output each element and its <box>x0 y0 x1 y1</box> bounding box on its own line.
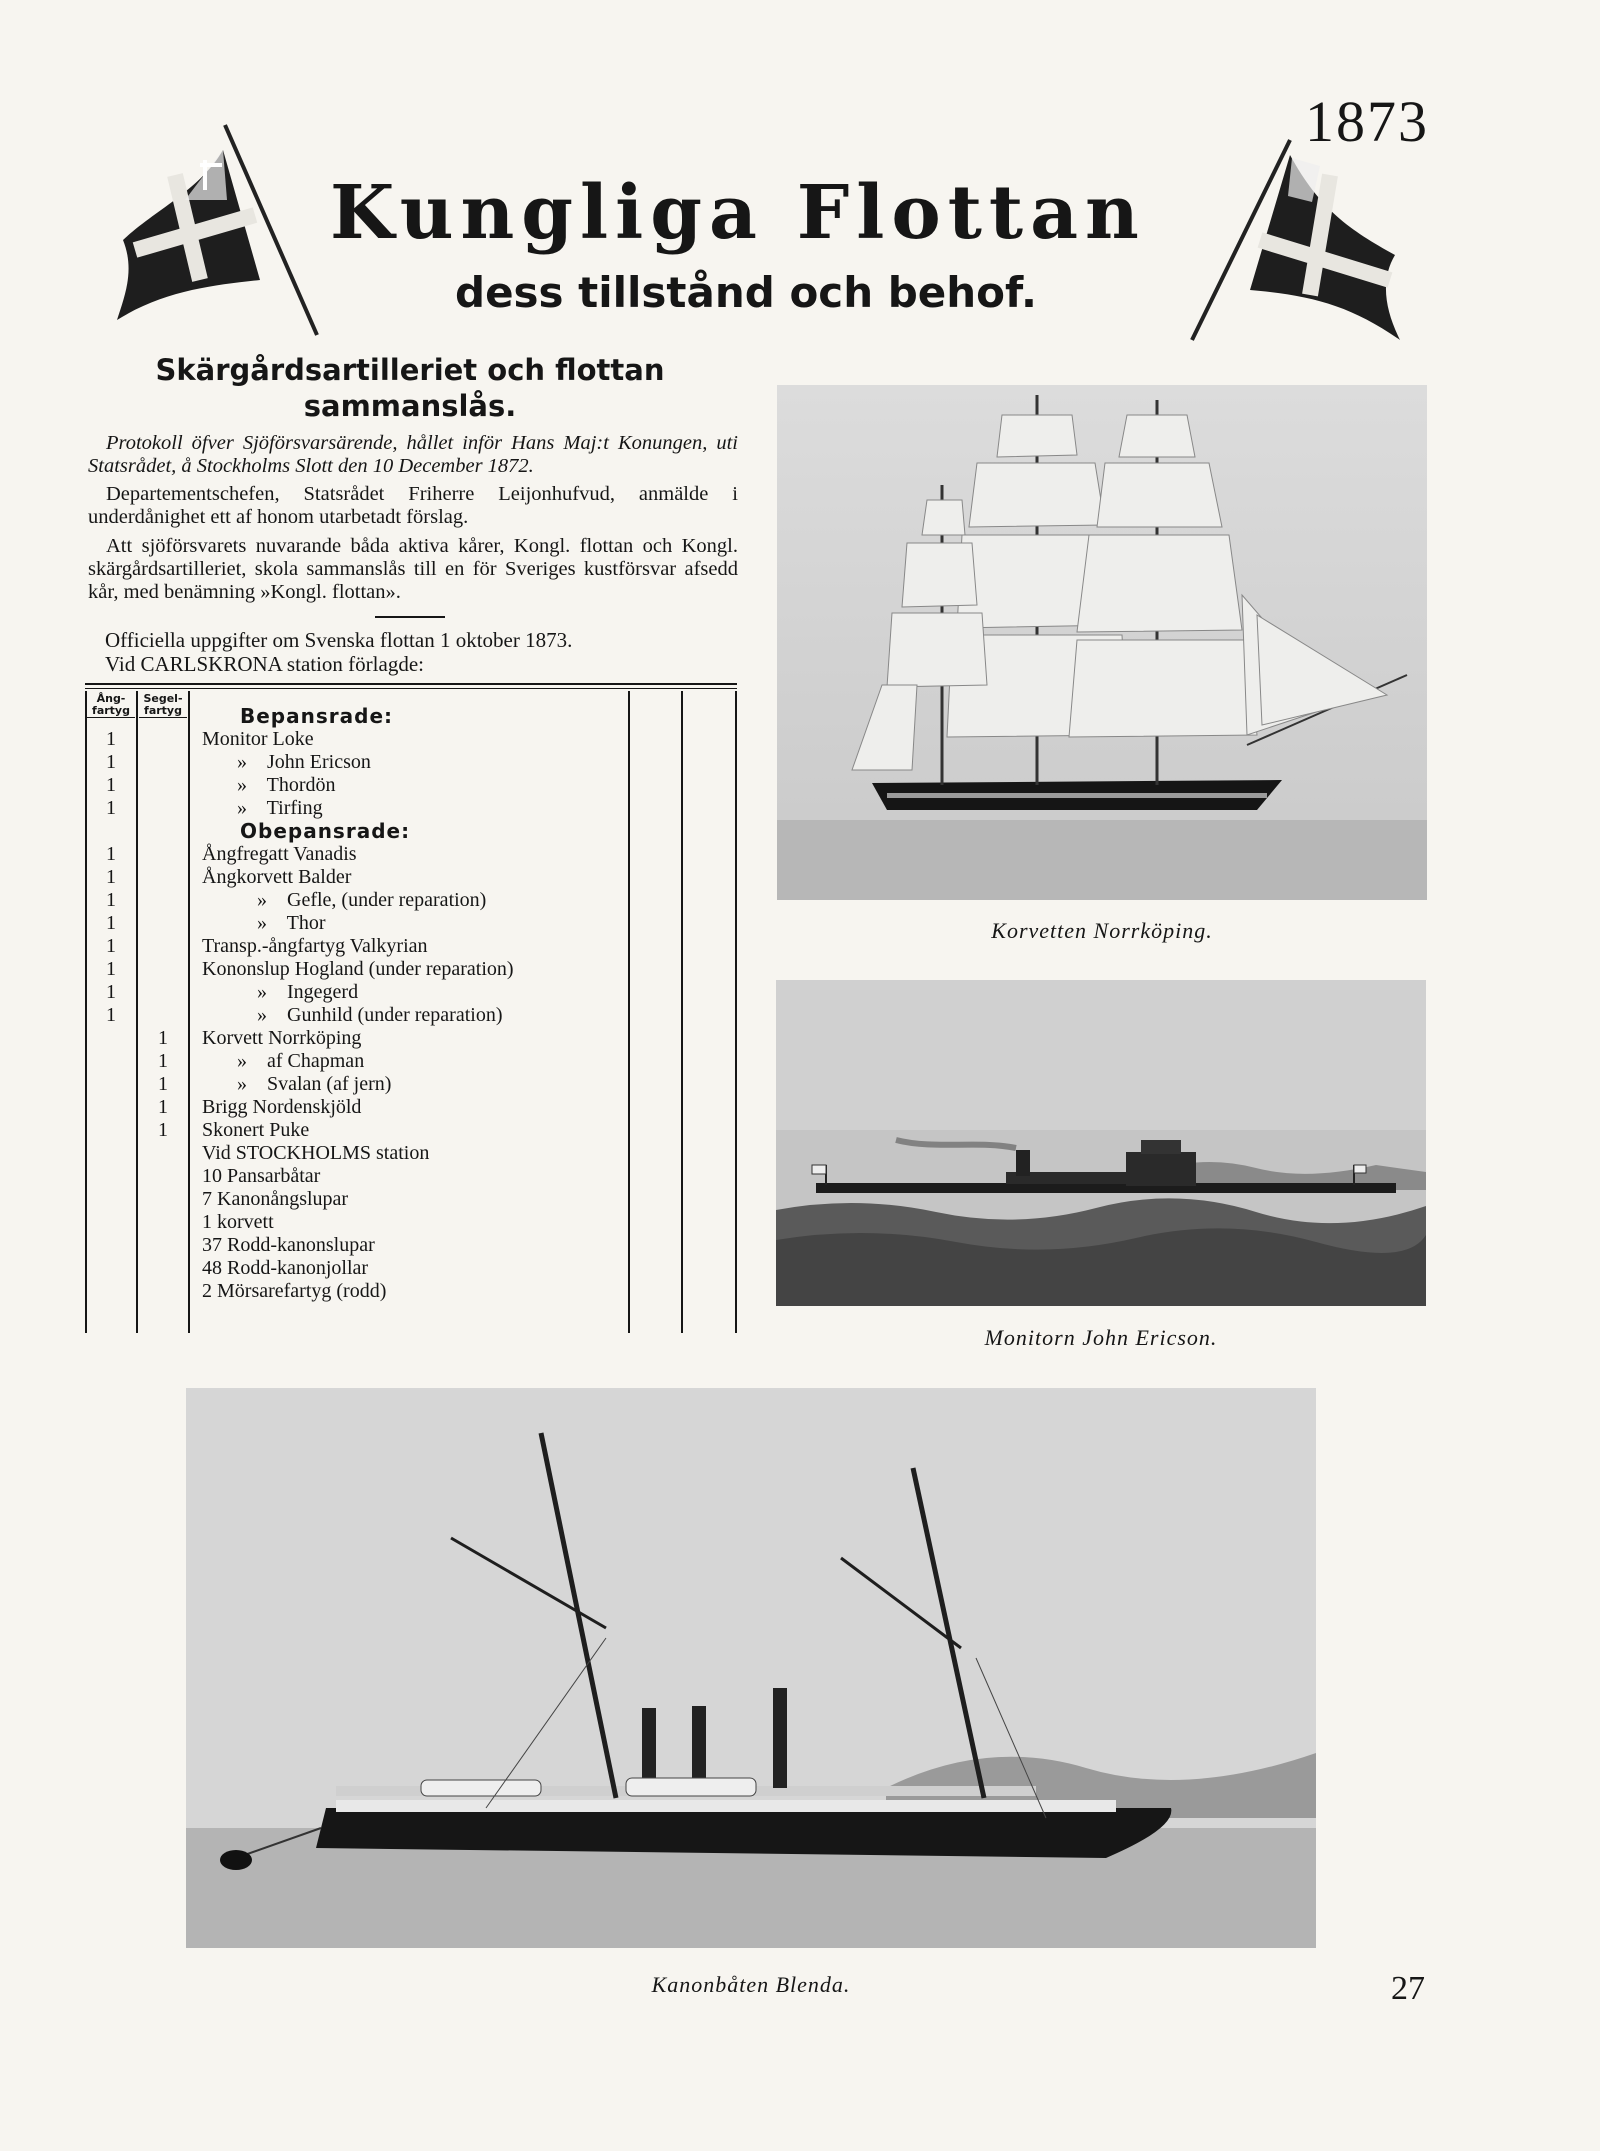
vessel-name-cell: 1 korvett <box>202 1211 274 1233</box>
vessel-name-cell: Bepansrade: <box>240 704 394 728</box>
section-heading-line2: sammanslås. <box>303 389 517 423</box>
table-section-heading <box>85 705 737 728</box>
table-row <box>85 728 737 751</box>
section-heading <box>100 352 720 424</box>
page-subtitle: dess tillstånd och behof. <box>455 268 1037 317</box>
steam-count-cell: 1 <box>106 981 116 1003</box>
steam-count-cell: 1 <box>106 889 116 911</box>
vessel-name-cell: 48 Rodd-kanonjollar <box>202 1257 369 1279</box>
right-flag-icon <box>1180 130 1410 360</box>
vessel-name-cell: 2 Mörsarefartyg (rodd) <box>202 1280 387 1302</box>
sail-count-cell: 1 <box>158 1119 168 1141</box>
table-section-heading <box>85 820 737 843</box>
table-row <box>85 1234 737 1257</box>
table-row <box>85 797 737 820</box>
vessel-name-cell: Korvett Norrköping <box>202 1027 362 1049</box>
steam-count-cell: 1 <box>106 958 116 980</box>
official-info <box>105 628 725 676</box>
table-row <box>85 866 737 889</box>
paragraph-1: Departementschefen, Statsrådet Friherre Leijonhufvud, anmälde i underdånighet ett af honom utarbetadt förslag. <box>88 483 738 528</box>
caption-korvetten-norrkoping: Korvetten Norrköping. <box>991 918 1213 943</box>
table-row <box>85 1096 737 1119</box>
vessel-name-cell: 7 Kanonångslupar <box>202 1188 349 1210</box>
table-row <box>85 1027 737 1050</box>
vessel-name-cell: Ångfregatt Vanadis <box>202 843 357 865</box>
sail-count-cell: 1 <box>158 1050 168 1072</box>
table-row <box>85 1142 737 1165</box>
col-header-steam: Ång- fartyg <box>87 693 135 718</box>
year-label: 1873 <box>1305 89 1429 154</box>
steam-count-cell: 1 <box>106 1004 116 1026</box>
body-text <box>88 483 738 604</box>
vessel-name-cell: » Tirfing <box>202 797 323 819</box>
photo-monitorn-john-ericson <box>776 980 1426 1306</box>
vessel-name-cell: » Gunhild (under reparation) <box>202 1004 503 1026</box>
table-row <box>85 1211 737 1234</box>
official-line-2: Vid CARLSKRONA station förlagde: <box>105 652 424 676</box>
steam-count-cell: 1 <box>106 774 116 796</box>
separator-rule <box>375 616 445 618</box>
vessel-name-cell: Transp.-ångfartyg Valkyrian <box>202 935 428 957</box>
paragraph-2: Att sjöförsvarets nuvarande båda aktiva kårer, Kongl. flottan och Kongl. skärgårdsartilleriet, skola sammanslås till en för Sveriges kustförsvar afsedd kår, med benämning »Kongl. flottan». <box>88 535 738 603</box>
vessel-name-cell: Monitor Loke <box>202 728 314 750</box>
vessel-name-cell: » af Chapman <box>202 1050 365 1072</box>
table-row <box>85 1073 737 1096</box>
steam-count-cell: 1 <box>106 797 116 819</box>
sail-count-cell: 1 <box>158 1073 168 1095</box>
vessel-name-cell: 10 Pansarbåtar <box>202 1165 321 1187</box>
col-header-sail: Segel- fartyg <box>139 693 187 718</box>
table-row <box>85 774 737 797</box>
table-row <box>85 1188 737 1211</box>
vessel-name-cell: » Thor <box>202 912 326 934</box>
caption-monitorn-john-ericson: Monitorn John Ericson. <box>984 1325 1218 1350</box>
vessel-name-cell: Kononslup Hogland (under reparation) <box>202 958 514 980</box>
table-row <box>85 935 737 958</box>
vessel-name-cell: Obepansrade: <box>240 819 411 843</box>
fleet-table <box>85 683 737 1333</box>
vessel-name-cell: Skonert Puke <box>202 1119 310 1141</box>
table-row <box>85 1050 737 1073</box>
table-row <box>85 1280 737 1303</box>
page-number: 27 <box>1391 1970 1425 2007</box>
vessel-name-cell: Brigg Nordenskjöld <box>202 1096 362 1118</box>
vessel-name-cell: Vid STOCKHOLMS station <box>202 1142 430 1164</box>
section-heading-line1: Skärgårdsartilleriet och flottan <box>155 353 665 387</box>
table-row <box>85 912 737 935</box>
steam-count-cell: 1 <box>106 728 116 750</box>
table-top-rule <box>85 683 737 685</box>
vessel-name-cell: Ångkorvett Balder <box>202 866 352 888</box>
table-top-rule-thin <box>85 688 737 689</box>
steam-count-cell: 1 <box>106 866 116 888</box>
photo-korvetten-norrkoping <box>777 385 1427 900</box>
table-row <box>85 1165 737 1188</box>
table-row <box>85 843 737 866</box>
vessel-name-cell: » Gefle, (under reparation) <box>202 889 487 911</box>
steam-count-cell: 1 <box>106 912 116 934</box>
vessel-name-cell: » Thordön <box>202 774 336 796</box>
table-row <box>85 751 737 774</box>
vessel-name-cell: » John Ericson <box>202 751 371 773</box>
table-row <box>85 1257 737 1280</box>
official-line-1: Officiella uppgifter om Svenska flottan 1 oktober 1873. <box>105 628 573 652</box>
steam-count-cell: 1 <box>106 751 116 773</box>
protocol-text <box>88 432 738 478</box>
protocol-paragraph: Protokoll öfver Sjöförsvarsärende, hållet inför Hans Maj:t Konungen, uti Statsrådet, å Stockholms Slott den 10 December 1872. <box>88 432 738 477</box>
table-row <box>85 981 737 1004</box>
table-row <box>85 1004 737 1027</box>
left-flag-icon <box>105 120 325 350</box>
page-title: Kungliga Flottan <box>330 170 1146 256</box>
table-body <box>85 705 737 1303</box>
table-row <box>85 889 737 912</box>
vessel-name-cell: » Ingegerd <box>202 981 359 1003</box>
sail-count-cell: 1 <box>158 1096 168 1118</box>
vessel-name-cell: » Svalan (af jern) <box>202 1073 392 1095</box>
steam-count-cell: 1 <box>106 843 116 865</box>
photo-kanonbaten-blenda <box>186 1388 1316 1948</box>
steam-count-cell: 1 <box>106 935 116 957</box>
table-row <box>85 1119 737 1142</box>
vessel-name-cell: 37 Rodd-kanonslupar <box>202 1234 375 1256</box>
table-row <box>85 958 737 981</box>
caption-kanonbaten-blenda: Kanonbåten Blenda. <box>651 1972 851 1997</box>
sail-count-cell: 1 <box>158 1027 168 1049</box>
